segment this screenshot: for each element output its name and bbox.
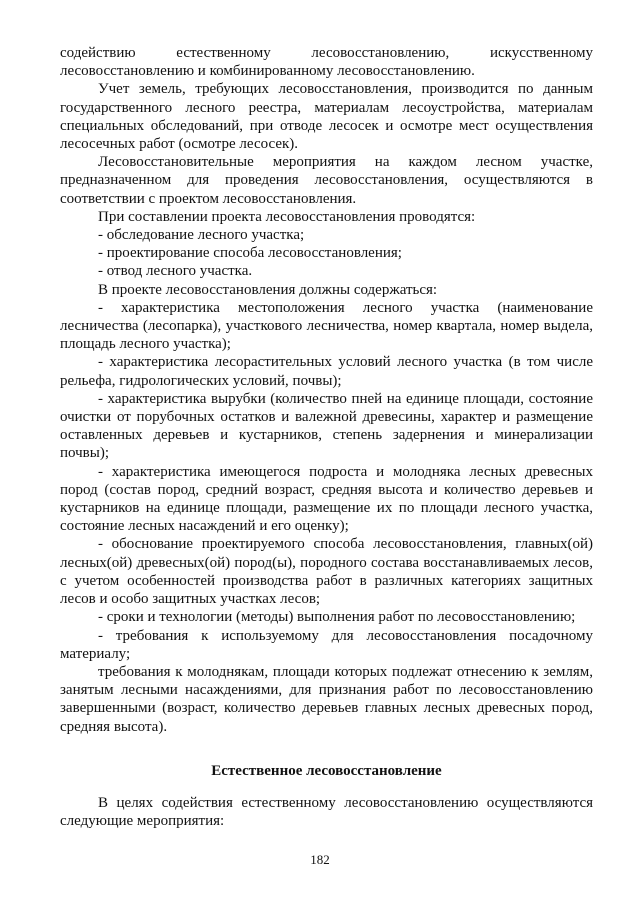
list-item: - обоснование проектируемого способа лесовосстановления, главных(ой) лесных(ой) древесных(ой) пород(ы), породного состава восстанавливаемых лесов, с учетом особенностей производства работ в различных категориях защитных лесов и особо защитных участках лесов;	[60, 536, 593, 608]
paragraph-2: Учет земель, требующих лесовосстановления, производится по данным государственного лесного реестра, материалам лесоустройства, материалам специальных обследований, при отводе лесосек и осмотре мест осуществления лесосечных работ (осмотре лесосек).	[60, 81, 593, 153]
paragraph-3: Лесовосстановительные мероприятия на каждом лесном участке, предназначенном для проведения лесовосстановления, осуществляются в соответствии с проектом лесовосстановления.	[60, 154, 593, 207]
document-page	[60, 44, 593, 830]
list-item: - обследование лесного участка;	[98, 227, 305, 244]
list-item: - сроки и технологии (методы) выполнения работ по лесовосстановлению;	[98, 609, 576, 626]
paragraph-after-heading: В целях содействия естественному лесовосстановлению осуществляются следующие мероприятия:	[60, 794, 593, 830]
list-item: - характеристика вырубки (количество пней на единице площади, состояние очистки от порубочных остатков и валежной древесины, характер и размещение оставленных деревьев и кустарников, степень задернения и минерализации почвы);	[60, 390, 593, 462]
list-item: - характеристика местоположения лесного участка (наименование лесничества (лесопарка), участкового лесничества, номер квартала, номер выдела, площадь лесного участка);	[60, 299, 593, 353]
paragraph-1: содействию естественному лесовосстановлению, искусственному лесовосстановлению и комбинированному лесовосстановлению.	[60, 45, 593, 80]
list-item: - характеристика имеющегося подроста и молодняка лесных древесных пород (состав пород, средний возраст, средняя высота и количество деревьев и кустарников на единице площади, размещение их по площади лесного участка, состояние лесных насаждений и его оценку);	[60, 463, 593, 535]
list-item: - требования к используемому для лесовосстановления посадочному материалу;	[60, 627, 593, 662]
list-item: - отвод лесного участка.	[98, 263, 253, 280]
list-item: - проектирование способа лесовосстановления;	[98, 245, 402, 262]
paragraph-4: При составлении проекта лесовосстановления проводятся:	[98, 208, 476, 225]
list-item: требования к молоднякам, площади которых подлежат отнесению к землям, занятым лесными насаждениями, для признания работ по лесовосстановлению завершенными (возраст, количество деревьев главных лесных древесных пород, средняя высота).	[60, 663, 593, 735]
paragraph-5: В проекте лесовосстановления должны содержаться:	[98, 281, 438, 298]
page-number: 182	[310, 852, 330, 867]
list-item: - характеристика лесорастительных условий лесного участка (в том числе рельефа, гидрологических условий, почвы);	[60, 354, 593, 389]
section-heading: Естественное лесовосстановление	[211, 762, 442, 779]
